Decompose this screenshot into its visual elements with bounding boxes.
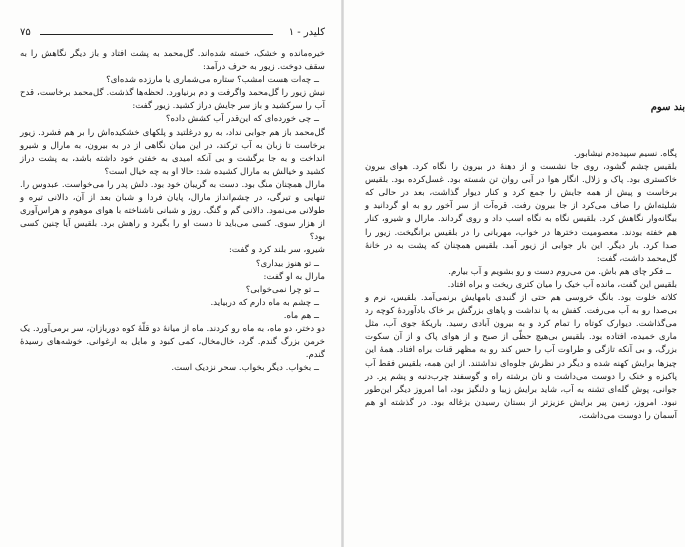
page-header <box>20 27 325 41</box>
paragraph: مارال به او گفت: <box>263 271 325 282</box>
running-head: کلیدر - ۱ <box>288 27 325 38</box>
paragraph: کلاته خلوت بود. بانگ خروسی هم حتی از گنبدی بامهایش برنمی‌آمد. بلقیس، نرم و بی‌صدا رو به آب می‌رفت. کفش به پا نداشت و پاهای بزرگش بر خاک بادآوردۀ کوچه رد می‌گذاشت. دیوارک کوتاه را تمام کرد و به بیرون آبادی رسید. باریکۀ جوی آب، مثل ماری خمیده، افتاده بود. بلقیس بی‌هیچ حظّی از صبح و از هوای پاک و از آن سکوت بزرگ، و بی آنکه تازگی و طراوت آب را حس کند رو به مظهر قنات براه افتاد. همۀ این چیزها برایش کهنه شده و دیگر در نظرش جلوه‌ای نداشتند. از این همه، بلقیس فقط آب پاکیزه و خنک را دوست می‌داشت و نان برشته راه و گوسفند چرب‌دنبه و پشم پر. در جوانی، پوش گله‌ای تشنه به آب، شاید برایش زیبا و دلنگیز بود، اما امروز دیگر این‌طور نبود. امروز، زمین پیر برایش عزیزتر از بستان رسیدن بزغاله بود. در گذشته او هم آسمان را دوست می‌داشت، <box>365 293 677 421</box>
paragraph: شیرو، سر بلند کرد و گفت: <box>229 245 325 256</box>
paragraph: خیره‌مانده و خشک، خسته شده‌اند. گل‌محمد به پشت افتاد و باز دیگر نگاهش را به سقف دوخت. زیور به حرف درآمد: <box>20 49 325 73</box>
book-gutter <box>341 0 344 547</box>
paragraph: بلقیس چشم گشود، روی جا نشست و از دهنۀ در بیرون را نگاه کرد. هوای بیرون خاکستری بود. پاک و زلال. انگار هوا در آبی روان تن شسته بود. غسل‌کرده بود. بلقیس برخاست و پیش از همه جایش را جمع کرد و کنار دیوار گذاشت، بعد در حالی که شلیته‌اش را صاف می‌کرد از جا بیرون رفت. قره‌آت از سر آخور رو به او گردانید و بیگانه‌وار نگاهش کرد. بلقیس نگاه به نگاه اسب داد و روی گرداند. مارال و شیرو، کنار هم خفته بودند. معصومیت دخترها در خواب، مهربانی را در بلقیس برانگیخت. زیور را صدا کرد. بار دیگر. این بار جوابی از زیور آمد. بلقیس همچنان که پشت به در خانۀ گل‌محمد داشت، گفت: <box>365 162 677 264</box>
paragraph: ــ تو هنوز بیداری؟ <box>255 258 319 269</box>
left-page <box>0 0 340 547</box>
header-rule <box>40 34 273 35</box>
paragraph: ــ فکر چای هم باش. من می‌روم دست و رو بشویم و آب بیارم. <box>448 266 671 277</box>
chapter-title: بند سوم <box>650 102 685 113</box>
paragraph: گل‌محمد باز هم جوابی نداد، به رو درغلتید و پلکهای خشکیده‌اش را بر هم فشرد. زیور برخاست تا زبان به آب ترکند، در این میان نگاهی از در به بیرون، به مارال و شیرو انداخت و به جا برگشت و بی آنکه امیدی به خفتن خود داشته باشد، به پشت دراز کشید و خیالش به مارال کشیده شد: حالا او به چه خیال است؟ <box>20 127 325 177</box>
paragraph: مارال همچنان منگ بود. دست به گریبان خود بود. دلش پدر را می‌خواست. عبدوس را. تنهایی و تیرگی، در چشم‌انداز مارال، پایان فردا و شبان بعد از آن، دالانی تیره و طولانی می‌نمود. دالانی گم و گنگ. روز و شبانی ناشناخته با هوای موهوم و هراس‌آوری از هزار سوی. کسی می‌باید تا دست او را بگیرد و راهش برد. بلقیس آیا چنین کسی بود؟ <box>20 179 325 243</box>
paragraph: ــ چشم به ماه دارم که دربیاید. <box>210 297 319 308</box>
paragraph: ــ چه‌ات هست امشب؟ ستاره می‌شماری یا مارزده شده‌ای؟ <box>106 75 319 86</box>
right-page <box>345 0 685 547</box>
paragraph: نیش زیور را گل‌محمد واگرفت و دم برنیاورد. لحظه‌ها گذشت. گل‌محمد برخاست، قدح آب را سرکشید و باز سر جایش دراز کشید. زیور گفت: <box>20 88 325 112</box>
paragraph: پگاه. نسیم سپیده‌دم نیشابور. <box>573 149 677 159</box>
paragraph: ــ چی خورده‌ای که این‌قدر آب کشش داده؟ <box>165 114 319 125</box>
page-number: ۷۵ <box>20 27 31 38</box>
paragraph: بلقیس این گفت، مانده آب خیک را میان کتری ریخت و براه افتاد. <box>447 279 677 290</box>
paragraph: دو دختر، دو ماه، به ماه رو کردند. ماه از میانۀ دو قلّۀ کوه دوربازان، سر برمی‌آورد. یک خرمن بزرگ گندم. گرد، خال‌مخال، کمی کبود و مایل به ارغوانی. خوشه‌های رسیدۀ گندم. <box>20 323 325 361</box>
left-page-body <box>20 48 325 375</box>
paragraph: ــ هم ماه. <box>283 310 319 321</box>
right-page-body <box>365 148 677 423</box>
paragraph: ــ تو چرا نمی‌خوابی؟ <box>245 284 319 295</box>
paragraph: ــ بخواب. دیگر بخواب. سحر نزدیک است. <box>171 363 319 374</box>
